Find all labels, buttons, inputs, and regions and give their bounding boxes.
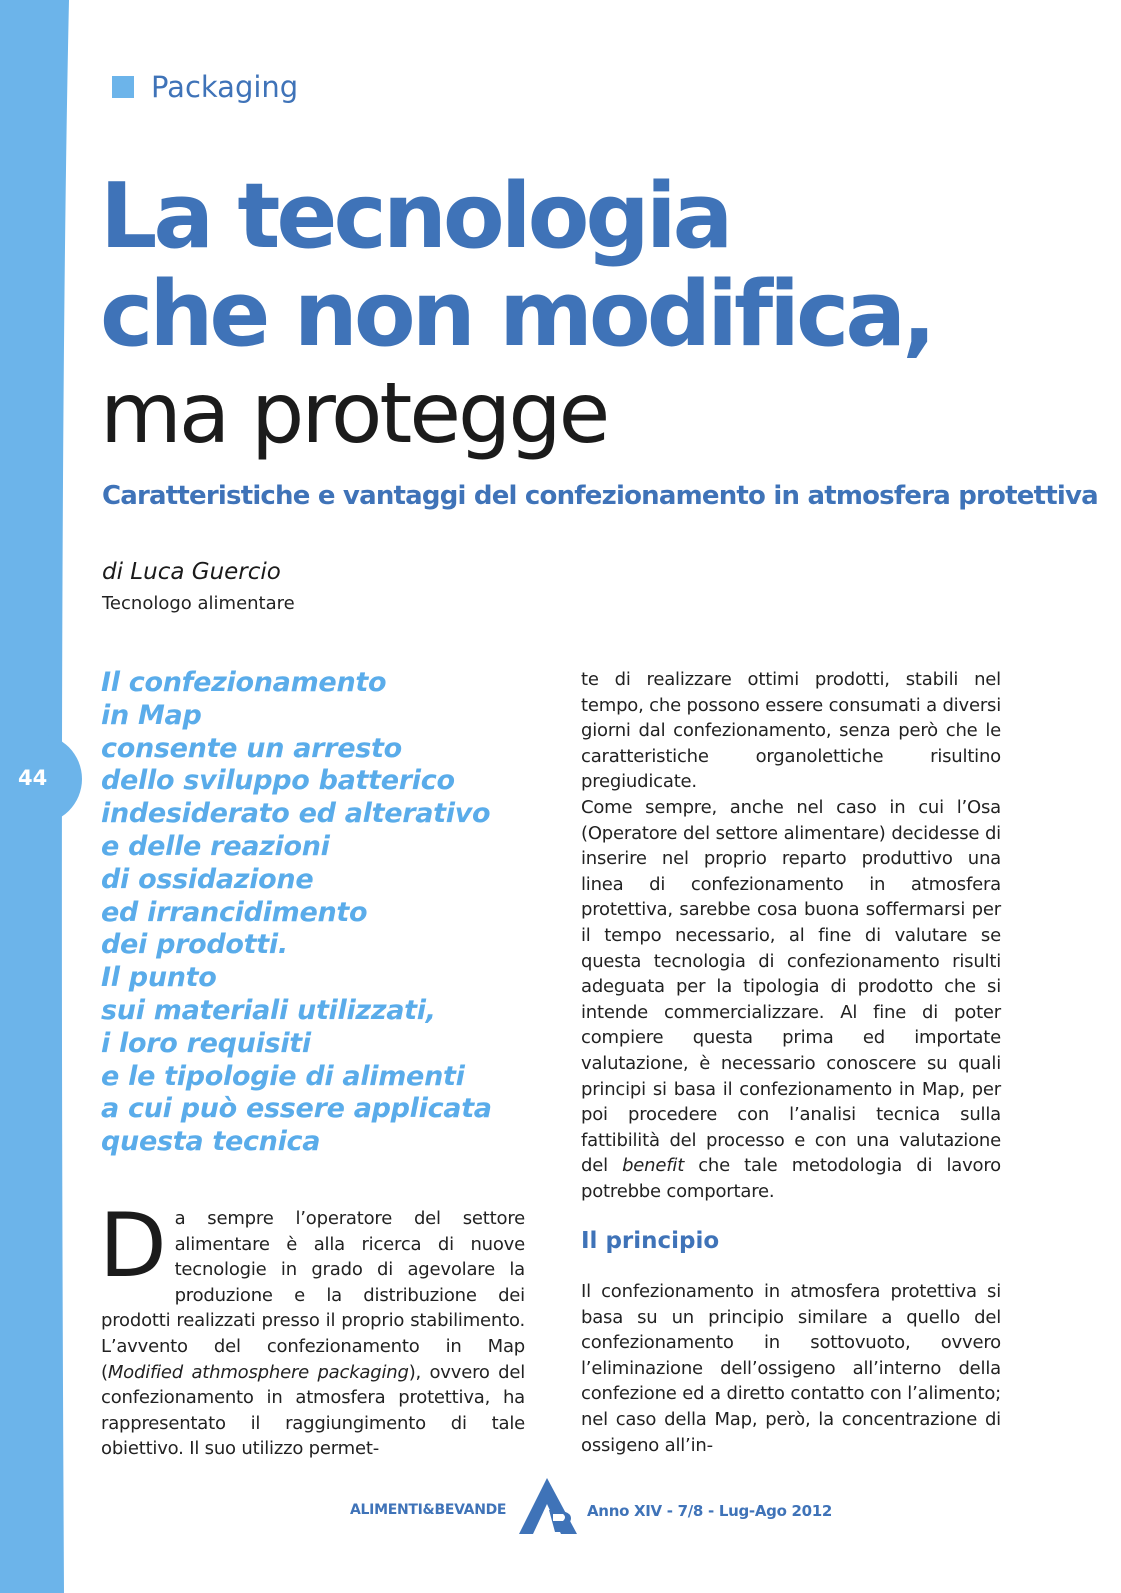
section-tag bbox=[112, 70, 298, 104]
pullquote-line: a cui può essere applicata bbox=[101, 1093, 492, 1125]
right-paragraph-2-text-a: Come sempre, anche nel caso in cui l’Osa (Operatore del settore alimentare) decidesse di inserire nel proprio reparto produttivo una linea di confezionamento in atmosfera protettiva, sarebbe cosa buona soffermarsi per il tempo necessario, al fine di valutare se questa tecnologia di confezionamento risulti adeguata per la tipologia di prodotto che si intende commercializzare. Al fine di poter compiere questa prima ed importate valutazione, è necessario conoscere su quali principi si basa il confezionamento in Map, per poi procedere con l’analisi tecnica sulla fattibilità del processo e con una valutazione del bbox=[581, 796, 1001, 1177]
right-paragraph-2-italic: benefit bbox=[622, 1155, 685, 1177]
intro-text-b: ), ovvero del confezionamento in atmosfera protettiva, ha rappresentato il raggiungimento di tale obiettivo. Il suo utilizzo permet- bbox=[101, 1361, 526, 1460]
drop-cap: D bbox=[99, 1194, 167, 1297]
article-subtitle: Caratteristiche e vantaggi del confezionamento in atmosfera protettiva bbox=[102, 481, 1098, 511]
footer-issue: Anno XIV - 7/8 - Lug-Ago 2012 bbox=[587, 1502, 833, 1520]
title-line-2: che non modifica, bbox=[100, 262, 933, 367]
pullquote-line: questa tecnica bbox=[101, 1126, 321, 1158]
page-number: 44 bbox=[18, 766, 48, 790]
pullquote-line: i loro requisiti bbox=[101, 1027, 311, 1059]
title-line-3: ma protegge bbox=[100, 364, 608, 462]
pullquote-line: in Map bbox=[101, 699, 202, 731]
pullquote-line: consente un arresto bbox=[101, 732, 402, 764]
pullquote-line: dello sviluppo batterico bbox=[101, 765, 455, 797]
section-label: Packaging bbox=[151, 70, 299, 104]
right-paragraph-1: te di realizzare ottimi prodotti, stabili nel tempo, che possono essere consumati a diversi giorni dal confezionamento, senza però che le caratteristiche organolettiche risultino pregiudicate. bbox=[581, 669, 1001, 793]
article-title bbox=[100, 164, 933, 462]
pullquote-line: di ossidazione bbox=[101, 863, 314, 895]
pullquote-line: Il confezionamento bbox=[101, 667, 387, 698]
pullquote-line: Il punto bbox=[101, 962, 217, 994]
pullquote-line: ed irrancidimento bbox=[101, 896, 368, 928]
section-square-icon bbox=[112, 76, 134, 98]
footer-magazine-name: ALIMENTI&BEVANDE bbox=[350, 1502, 507, 1518]
intro-text-a: a sempre l’operatore del settore alimentare è alla ricerca di nuove tecnologie in grado di agevolare la produzione e la distribuzione dei prodotti realizzati presso il proprio stabilimento. L’avvento del confezionamento in Map ( bbox=[101, 1208, 525, 1383]
pullquote bbox=[101, 667, 541, 1159]
principle-column bbox=[581, 1279, 1001, 1458]
body-column-left bbox=[99, 1194, 526, 1462]
pullquote-line: sui materiali utilizzati, bbox=[101, 994, 436, 1026]
right-paragraph-2 bbox=[581, 795, 1001, 1205]
principle-paragraph: Il confezionamento in atmosfera protettiva si basa su un principio similare a quello del confezionamento in sottovuoto, ovvero l’eliminazione dell’ossigeno all’interno della confezione ed a diretto contatto con l’alimento; nel caso della Map, però, la concentrazione di ossigeno all’in- bbox=[581, 1281, 1001, 1456]
right-paragraph-2-text-b: che tale metodologia di lavoro potrebbe comportare. bbox=[581, 1155, 1001, 1202]
intro-text-italic: Modified athmosphere packaging bbox=[107, 1361, 409, 1383]
section-heading: Il principio bbox=[581, 1228, 720, 1254]
magazine-logo-icon bbox=[519, 1478, 581, 1534]
author-name: di Luca Guercio bbox=[102, 559, 281, 585]
pullquote-line: e le tipologie di alimenti bbox=[101, 1060, 465, 1092]
body-column-right bbox=[581, 667, 1001, 1204]
pullquote-line: e delle reazioni bbox=[101, 830, 330, 862]
pullquote-line: indesiderato ed alterativo bbox=[101, 798, 491, 830]
pullquote-line: dei prodotti. bbox=[101, 929, 288, 961]
intro-paragraph bbox=[99, 1194, 526, 1462]
title-line-1: La tecnologia bbox=[100, 164, 730, 269]
author-role: Tecnologo alimentare bbox=[102, 593, 295, 614]
